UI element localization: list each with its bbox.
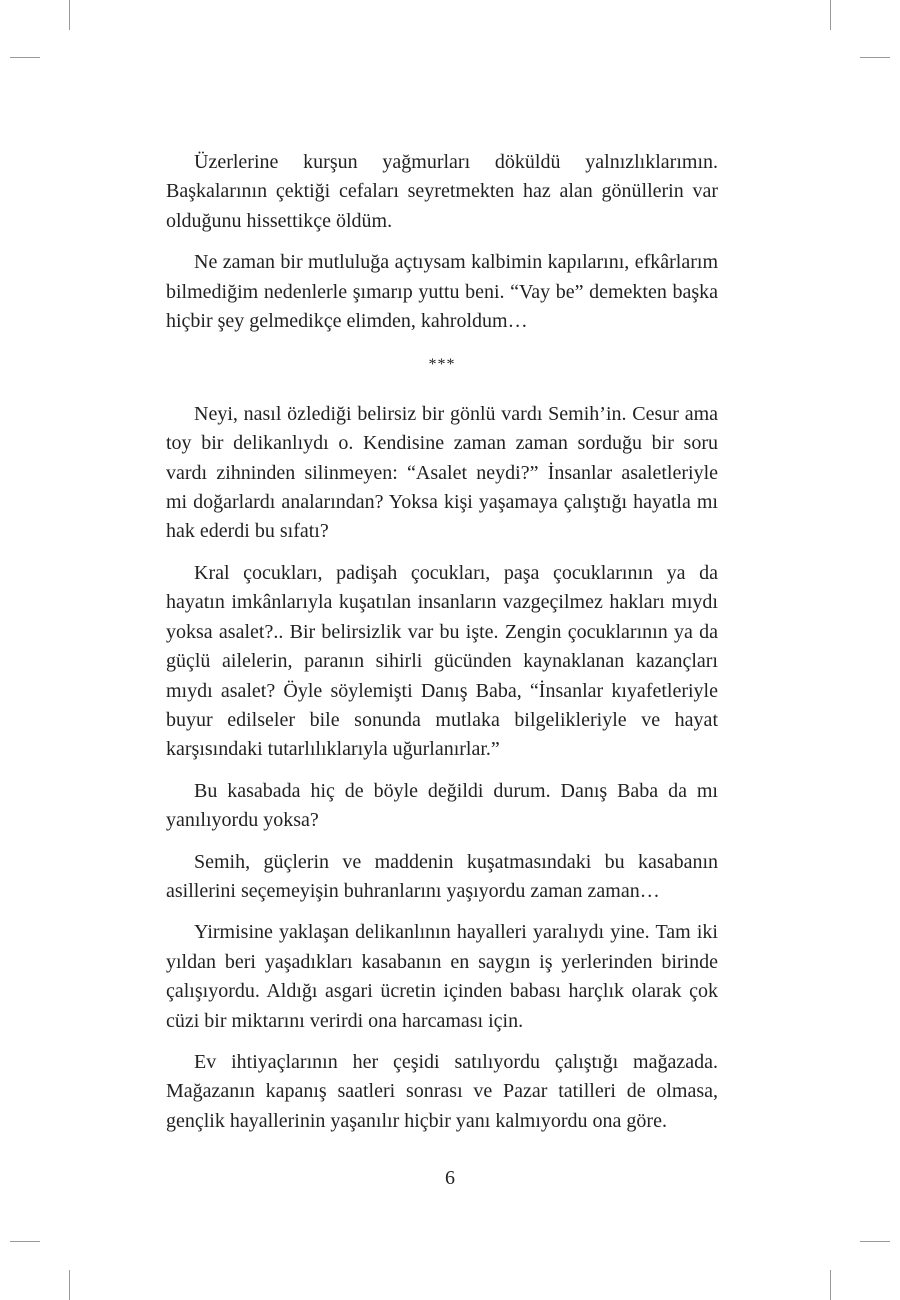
page-number: 6 <box>445 1167 455 1189</box>
crop-mark-left-top <box>10 57 40 58</box>
section-separator: *** <box>428 356 456 374</box>
crop-mark-bottom-left <box>69 1270 70 1300</box>
paragraph-3: Neyi, nasıl özlediği belirsiz bir gönlü vardı Semih’in. Cesur ama toy bir delikanlıydı o. Kendisine zaman zaman sorduğu bir soru vardı zihninden silinmeyen: “Asalet neydi?” İnsanlar asaletleriyle mi doğarlardı analarından? Yoksa kişi yaşamaya çalıştığı hayatla mı hak ederdi bu sıfatı? <box>166 402 718 543</box>
paragraph-5: Bu kasabada hiç de böyle değildi durum. Danış Baba da mı yanılıyordu yoksa? <box>166 779 718 832</box>
body-text <box>166 148 718 1148</box>
crop-mark-top-left <box>69 0 70 30</box>
paragraph-7: Yirmisine yaklaşan delikanlının hayalleri yaralıydı yine. Tam iki yıldan beri yaşadıkları kasabanın en saygın iş yerlerinden birinde çalışıyordu. Aldığı asgari ücretin içinden babası harçlık olarak çok cüzi bir miktarını verirdi ona harcaması için. <box>166 921 718 1032</box>
paragraph-1: Üzerlerine kurşun yağmurları döküldü yalnızlıklarımın. Başkalarının çektiği cefaları seyretmekten haz alan gönüllerin var olduğunu hissettikçe öldüm. <box>166 151 718 232</box>
crop-mark-bottom-right <box>830 1270 831 1300</box>
crop-mark-left-bottom <box>10 1241 40 1242</box>
paragraph-6: Semih, güçlerin ve maddenin kuşatmasındaki bu kasabanın asillerini seçemeyişin buhranlarını yaşıyordu zaman zaman… <box>166 850 718 902</box>
crop-mark-right-bottom <box>860 1241 890 1242</box>
crop-mark-right-top <box>860 57 890 58</box>
paragraph-2: Ne zaman bir mutluluğa açtıysam kalbimin kapılarını, efkârlarım bilmediğim nedenlerle şımarıp yuttu beni. “Vay be” demekten başka hiçbir şey gelmedikçe elimden, kahroldum… <box>166 251 718 333</box>
crop-mark-top-right <box>830 0 831 30</box>
paragraph-4: Kral çocukları, padişah çocukları, paşa çocuklarının ya da hayatın imkânlarıyla kuşatılan insanların vazgeçilmez hakları mıydı yoksa asalet?.. Bir belirsizlik var bu işte. Zengin çocuklarının ya da güçlü ailelerin, paranın sihirli gücünden kaynaklanan kazançları mıydı asalet? Öyle söylemişti Danış Baba, “İnsanlar kıyafetleriyle buyur edilseler bile sonunda mutlaka bilgelikleriyle ve hayat karşısındaki tutarlılıklarıyla uğurlanırlar.” <box>166 561 718 761</box>
paragraph-8: Ev ihtiyaçlarının her çeşidi satılıyordu çalıştığı mağazada. Mağazanın kapanış saatleri sonrası ve Pazar tatilleri de olmasa, gençlik hayallerinin yaşanılır hiçbir yanı kalmıyordu ona göre. <box>166 1050 718 1132</box>
